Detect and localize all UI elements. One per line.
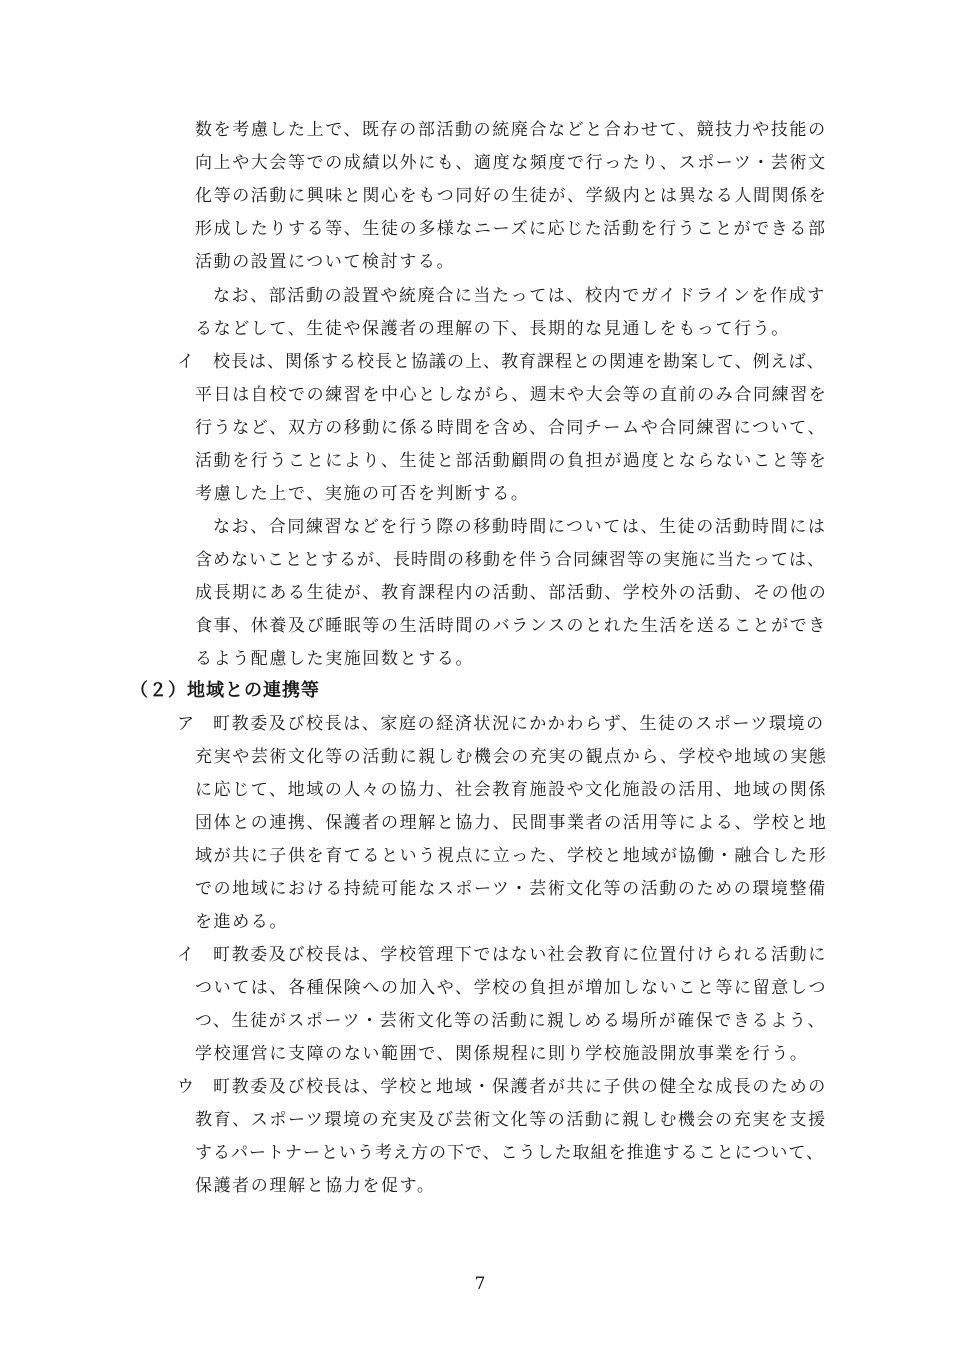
text-line: 活動の設置について検討する。 bbox=[195, 252, 456, 272]
text-line: 充実や芸術文化等の活動に親しむ機会の充実の観点から、学校や地域の実態 bbox=[195, 747, 828, 767]
text-line: 保護者の理解と協力を促す。 bbox=[195, 1176, 436, 1196]
text-line: 化等の活動に興味と関心をもつ同好の生徒が、学級内とは異なる人間関係を bbox=[195, 186, 828, 206]
page-number: 7 bbox=[474, 1274, 486, 1294]
text-line: なお、部活動の設置や統廃合に当たっては、校内でガイドラインを作成す bbox=[213, 286, 826, 306]
text-line: を進める。 bbox=[195, 912, 288, 932]
text-line: 含めないこととするが、長時間の移動を伴う合同練習等の実施に当たっては、 bbox=[195, 550, 825, 570]
text-line: 向上や大会等での成績以外にも、適度な頻度で行ったり、スポーツ・芸術文 bbox=[195, 153, 827, 173]
text-line: 町教委及び校長は、学校と地域・保護者が共に子供の健全な成長のための bbox=[213, 1077, 827, 1097]
text-line: 行うなど、双方の移動に係る時間を含め、合同チームや合同練習について、 bbox=[195, 418, 827, 438]
text-line: 域が共に子供を育てるという視点に立った、学校と地域が協働・融合した形 bbox=[195, 846, 828, 866]
text-line: に応じて、地域の人々の協力、社会教育施設や文化施設の活用、地域の関係 bbox=[195, 780, 828, 800]
text-line: 数を考慮した上で、既存の部活動の統廃合などと合わせて、競技力や技能の bbox=[195, 120, 827, 140]
text-line: 形成したりする等、生徒の多様なニーズに応じた活動を行うことができる部 bbox=[195, 219, 827, 239]
item-marker: イ bbox=[177, 945, 194, 965]
text-line: ついては、各種保険への加入や、学校の負担が増加しないこと等に留意しつ bbox=[195, 978, 828, 998]
text-line: 考慮した上で、実施の可否を判断する。 bbox=[195, 484, 530, 504]
section-heading: （２）地域との連携等 bbox=[130, 680, 320, 701]
text-line: るなどして、生徒や保護者の理解の下、長期的な見通しをもって行う。 bbox=[195, 319, 790, 339]
text-line: するパートナーという考え方の下で、こうした取組を推進することについて、 bbox=[195, 1143, 824, 1163]
text-line: での地域における持続可能なスポーツ・芸術文化等の活動のための環境整備 bbox=[195, 879, 827, 899]
text-line: 食事、休養及び睡眠等の生活時間のバランスのとれた生活を送ることができ bbox=[195, 616, 827, 636]
text-line: 活動を行うことにより、生徒と部活動顧問の負担が過度とならないこと等を bbox=[195, 451, 828, 471]
text-line: つ、生徒がスポーツ・芸術文化等の活動に親しめる場所が確保できるよう、 bbox=[195, 1011, 827, 1031]
text-line: 成長期にある生徒が、教育課程内の活動、部活動、学校外の活動、その他の bbox=[195, 583, 828, 603]
text-line: 校長は、関係する校長と協議の上、教育課程との関連を勘案して、例えば、 bbox=[213, 352, 825, 372]
item-marker: ア bbox=[177, 714, 194, 734]
text-line: 団体との連携、保護者の理解と協力、民間事業者の活用等による、学校と地 bbox=[195, 813, 828, 833]
text-line: なお、合同練習などを行う際の移動時間については、生徒の活動時間には bbox=[213, 517, 827, 537]
text-line: るよう配慮した実施回数とする。 bbox=[195, 649, 474, 669]
item-marker: ウ bbox=[177, 1077, 194, 1097]
text-line: 平日は自校での練習を中心としながら、週末や大会等の直前のみ合同練習を bbox=[195, 385, 828, 405]
text-line: 学校運営に支障のない範囲で、関係規程に則り学校施設開放事業を行う。 bbox=[195, 1044, 809, 1064]
text-line: 町教委及び校長は、家庭の経済状況にかかわらず、生徒のスポーツ環境の bbox=[213, 714, 825, 734]
text-line: 教育、スポーツ環境の充実及び芸術文化等の活動に親しむ機会の充実を支援 bbox=[195, 1110, 827, 1130]
text-line: 町教委及び校長は、学校管理下ではない社会教育に位置付けられる活動に bbox=[213, 945, 827, 965]
item-marker: イ bbox=[177, 352, 194, 372]
